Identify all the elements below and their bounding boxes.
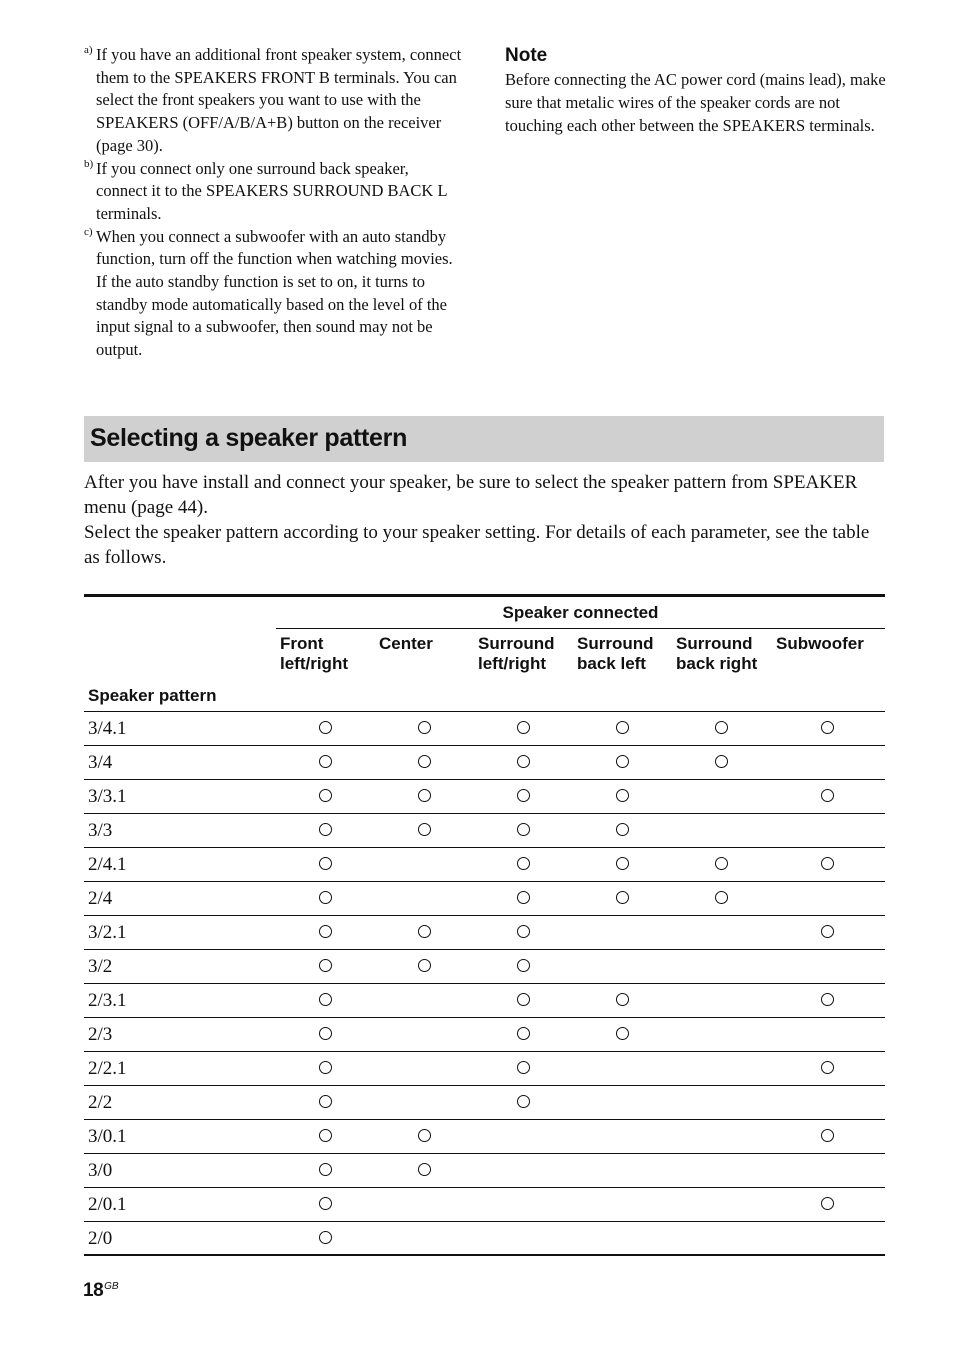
connected-circle-icon [418, 755, 431, 768]
speaker-pattern-label: 2/3 [88, 1024, 113, 1045]
connected-circle-icon [616, 891, 629, 904]
connected-circle-icon [517, 857, 530, 870]
speaker-pattern-label: 2/0 [88, 1228, 113, 1249]
connected-circle-icon [319, 1163, 332, 1176]
connected-circle-icon [517, 891, 530, 904]
connected-circle-icon [319, 789, 332, 802]
column-header-line: left/right [478, 654, 546, 673]
footnote-c [84, 226, 464, 362]
connected-circle-icon [821, 925, 834, 938]
connected-circle-icon [319, 755, 332, 768]
page-number-suffix: GB [104, 1281, 119, 1292]
note-title: Note [505, 45, 548, 66]
speaker-pattern-label: 2/4 [88, 888, 113, 909]
speaker-pattern-label: 2/4.1 [88, 854, 127, 875]
table-row [84, 1188, 885, 1222]
connected-circle-icon [616, 755, 629, 768]
speaker-pattern-label: 3/0.1 [88, 1126, 127, 1147]
connected-circle-icon [319, 857, 332, 870]
column-header-line: Subwoofer [776, 634, 864, 653]
connected-circle-icon [517, 1027, 530, 1040]
connected-circle-icon [821, 993, 834, 1006]
connected-circle-icon [319, 1027, 332, 1040]
note-box [505, 44, 890, 137]
table-row [84, 848, 885, 882]
connected-circle-icon [418, 959, 431, 972]
connected-circle-icon [319, 1231, 332, 1244]
column-header-line: back left [577, 654, 646, 673]
column-header-line: back right [676, 654, 758, 673]
intro-text [84, 470, 884, 570]
table-row [84, 814, 885, 848]
table-row [84, 1052, 885, 1086]
connected-circle-icon [517, 1095, 530, 1108]
table-row [84, 1120, 885, 1154]
connected-circle-icon [319, 1197, 332, 1210]
connected-circle-icon [616, 823, 629, 836]
connected-circle-icon [821, 1129, 834, 1142]
connected-circle-icon [517, 721, 530, 734]
footnote-mark: b) [84, 157, 94, 170]
connected-circle-icon [715, 721, 728, 734]
section-header [84, 416, 884, 462]
connected-circle-icon [616, 857, 629, 870]
table-row [84, 950, 885, 984]
connected-circle-icon [715, 857, 728, 870]
table-row [84, 882, 885, 916]
speaker-pattern-label: 3/4 [88, 752, 113, 773]
connected-circle-icon [319, 1129, 332, 1142]
connected-circle-icon [616, 721, 629, 734]
table-row [84, 1086, 885, 1120]
connected-circle-icon [418, 789, 431, 802]
speaker-pattern-header: Speaker pattern [88, 686, 217, 705]
connected-circle-icon [517, 925, 530, 938]
footnote-text: When you connect a subwoofer with an auto standby function, turn off the function when watching movies. If the auto standby function is set to on, it turns to standby mode automatically based on the level of the input signal to a subwoofer, then sound may not be output. [96, 226, 453, 360]
connected-circle-icon [517, 823, 530, 836]
column-header-surround-back-left [577, 634, 654, 674]
footnote-b [84, 158, 464, 226]
table-row [84, 780, 885, 814]
connected-circle-icon [821, 721, 834, 734]
column-header-surround [478, 634, 555, 674]
connected-circle-icon [616, 1027, 629, 1040]
speaker-pattern-label: 3/0 [88, 1160, 113, 1181]
intro-paragraph-1: After you have install and connect your speaker, be sure to select the speaker pattern from SPEAKER menu (page 44). [84, 472, 858, 518]
column-header-line: Front [280, 634, 324, 653]
speaker-connected-header: Speaker connected [276, 597, 885, 629]
connected-circle-icon [319, 823, 332, 836]
connected-circle-icon [418, 823, 431, 836]
column-header-surround-back-right [676, 634, 757, 674]
connected-circle-icon [517, 755, 530, 768]
connected-circle-icon [821, 857, 834, 870]
table-row [84, 984, 885, 1018]
column-header-line: left/right [280, 654, 348, 673]
connected-circle-icon [616, 789, 629, 802]
footnote-text: If you have an additional front speaker system, connect them to the SPEAKERS FRONT B terminals. You can select the front speakers you want to use with the SPEAKERS (OFF/A/B/A+B) button on the receiver (page 30). [96, 45, 462, 155]
speaker-pattern-label: 3/2 [88, 956, 113, 977]
speaker-pattern-label: 2/0.1 [88, 1194, 127, 1215]
intro-paragraph-2: Select the speaker pattern according to your speaker setting. For details of each parameter, see the table as follows. [84, 522, 870, 568]
footnote-text: If you connect only one surround back speaker, connect it to the SPEAKERS SURROUND BACK L terminals. [96, 158, 447, 223]
speaker-pattern-label: 3/3 [88, 820, 113, 841]
connected-circle-icon [821, 1197, 834, 1210]
table-row [84, 1018, 885, 1052]
connected-circle-icon [319, 1095, 332, 1108]
column-header-center [379, 634, 433, 654]
connected-circle-icon [418, 925, 431, 938]
connected-circle-icon [319, 925, 332, 938]
footnotes [84, 44, 464, 362]
page-number [83, 1280, 119, 1302]
page-number-value: 18 [83, 1280, 104, 1301]
connected-circle-icon [517, 789, 530, 802]
connected-circle-icon [418, 1129, 431, 1142]
column-header-subwoofer [776, 634, 864, 654]
speaker-pattern-label: 2/2 [88, 1092, 113, 1113]
column-header-line: Surround [577, 634, 654, 653]
table-row [84, 1222, 885, 1256]
connected-circle-icon [319, 993, 332, 1006]
speaker-pattern-label: 3/2.1 [88, 922, 127, 943]
footnote-mark: c) [84, 225, 93, 238]
connected-circle-icon [319, 959, 332, 972]
connected-circle-icon [319, 891, 332, 904]
connected-circle-icon [616, 993, 629, 1006]
table-row [84, 1154, 885, 1188]
connected-circle-icon [715, 755, 728, 768]
speaker-pattern-label: 2/2.1 [88, 1058, 127, 1079]
connected-circle-icon [715, 891, 728, 904]
speaker-pattern-label: 2/3.1 [88, 990, 127, 1011]
connected-circle-icon [418, 721, 431, 734]
note-body: Before connecting the AC power cord (mains lead), make sure that metalic wires of the speaker cords are not touching each other between the SPEAKERS terminals. [505, 70, 886, 135]
column-header-line: Surround [676, 634, 753, 653]
connected-circle-icon [821, 789, 834, 802]
connected-circle-icon [517, 993, 530, 1006]
connected-circle-icon [517, 1061, 530, 1074]
connected-circle-icon [821, 1061, 834, 1074]
table-row [84, 746, 885, 780]
column-header-front [280, 634, 348, 674]
speaker-pattern-label: 3/4.1 [88, 718, 127, 739]
column-header-line: Center [379, 634, 433, 653]
footnote-mark: a) [84, 44, 93, 56]
table-row [84, 916, 885, 950]
connected-circle-icon [418, 1163, 431, 1176]
speaker-pattern-label: 3/3.1 [88, 786, 127, 807]
table-body [84, 711, 885, 1256]
connected-circle-icon [517, 959, 530, 972]
table-row [84, 712, 885, 746]
footnote-a [84, 44, 464, 158]
connected-circle-icon [319, 1061, 332, 1074]
column-header-line: Surround [478, 634, 555, 653]
section-title: Selecting a speaker pattern [90, 424, 408, 452]
speaker-pattern-table [84, 594, 885, 1249]
connected-circle-icon [319, 721, 332, 734]
